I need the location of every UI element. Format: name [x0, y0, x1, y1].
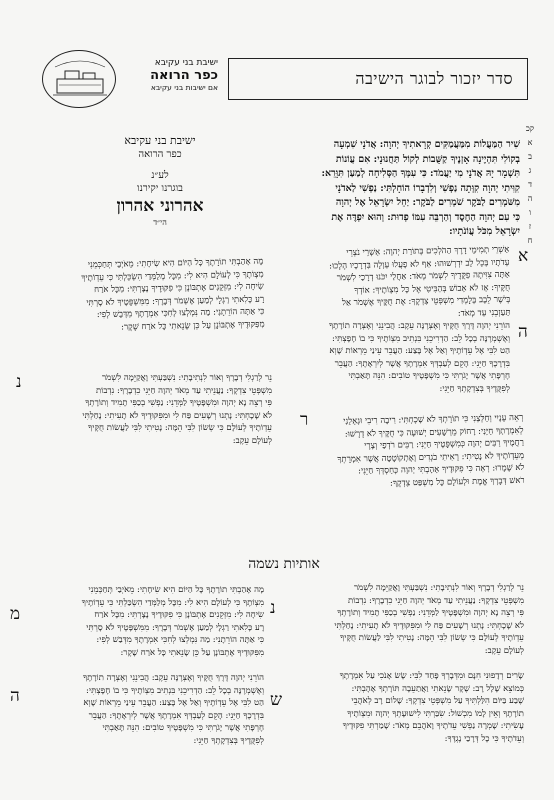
psalm-line: מִשֹּׁמְרִים לַבֹּקֶר שֹׁמְרִים לַבֹּקֶר: יַחֵל יִשְׂרָאֵל אֶל יְהוָה — [335, 197, 520, 208]
psalm-line: תִּשְׁמָר יָהּ אֲדֹנָי מִי יַעֲמֹד: כִּי עִמְּךָ הַסְּלִיחָה לְמַעַן תִּוָּרֵא: — [321, 168, 520, 179]
text-line: חֻקֶּיךָ: אָז לֹא אֵבוֹשׁ בְּהַבִּיטִי אֶל כָּל מִצְוֹתֶיךָ: אוֹדְךָ — [354, 282, 511, 296]
verse-number: ה — [527, 194, 533, 203]
letter-nun: נ — [16, 372, 22, 392]
text-line: מִצְוֹתֶךָ כִּי לְעוֹלָם הִיא לִי: מִכָּל מְלַמְּדַי הִשְׂכַּלְתִּי כִּי עֵדְוֹתֶיךָ — [81, 597, 264, 608]
letter-resh: ר — [300, 410, 309, 430]
psalm-line: כִּי עִם יְהוָה הַחֶסֶד וְהַרְבֵּה עִמּוֹ פְדוּת: וְהוּא יִפְדֶּה אֶת — [331, 211, 520, 223]
text-line: מָה אָהַבְתִּי תוֹרָתֶךָ כָּל הַיּוֹם הִיא שִׂיחָתִי: מֵאֹיְבַי תְּחַכְּמֵנִי — [87, 256, 264, 271]
text-line: חֶרְפָּתִי אֲשֶׁר יָגֹרְתִּי כִּי מִשְׁפָּטֶיךָ טוֹבִים: הִנֵּה תָּאַבְתִּי — [348, 371, 510, 381]
text-line: מֵעֵדְוֹתֶיךָ לֹא נָטִיתִי: רָאִיתִי בֹגְדִים וָאֶתְקוֹטָטָה אֲשֶׁר אִמְרָתְךָ — [337, 450, 525, 465]
verse-number: ג — [528, 166, 532, 175]
text-line: עֵדְוֹתֶיךָ לְעוֹלָם כִּי שְׂשׂוֹן לִבִּי הֵמָּה: נָטִיתִי לִבִּי לַעֲשׂוֹת חֻקֶּיךָ — [88, 423, 272, 433]
text-line: רֹאשׁ דְּבָרְךָ אֱמֶת וּלְעוֹלָם כָּל מִשְׁפַּט צִדְקֶךָ: — [389, 475, 525, 489]
memorial-location: כפר הרואה — [138, 149, 182, 160]
memorial-dedication — [90, 134, 230, 227]
letter-alef: א — [518, 246, 529, 266]
letter-he: ה — [518, 322, 528, 342]
text-line: אַתָּה צִוִּיתָה פִקֻּדֶיךָ לִשְׁמֹר מְאֹד: אַחֲלַי יִכֹּנוּ דְרָכַי לִשְׁמֹר — [336, 269, 510, 284]
memorial-suffix: הי״ד — [153, 218, 167, 227]
text-line: לְעוֹלָם עֵקֶב: — [232, 435, 272, 446]
logo-text — [118, 58, 218, 92]
verse-number: ז — [528, 222, 532, 231]
verse-number: ו — [528, 208, 532, 217]
text-line: בִּדְרָכֶךָ חַיֵּנִי: הָקֵם לְעַבְדְּךָ אִמְרָתֶךָ אֲשֶׁר לְיִרְאָתֶךָ: הַעֲבֵר — [88, 710, 264, 721]
psalm-line: יִשְׂרָאֵל מִכֹּל עֲוֹנֹתָיו: — [449, 226, 520, 237]
text-line: שִׂיחָה לִי: מִזְּקֵנִים אֶתְבּוֹנָן כִּי פִקּוּדֶיךָ נָצָרְתִּי: מִכָּל אֹרַח — [93, 281, 264, 296]
text-line: לֹא שָׁכָחְתִּי: נָתְנוּ רְשָׁעִים פַּח לִי וּמִפִּקּוּדֶיךָ לֹא תָעִיתִי: נָחַלְתִּי — [82, 410, 272, 421]
text-line: וְעֵדֹתֶיךָ כִּי כָל דְּרָכַי נֶגְדֶּךָ: — [444, 733, 524, 744]
text-line: וְאֶשְׁמְרֶנָּה בְכָל לֵב: הַדְרִיכֵנִי בִּנְתִיב מִצְוֹתֶיךָ כִּי בוֹ חָפָצְתִּי: — [86, 685, 264, 696]
text-line: פִּי רְצֵה נָא יְהוָה וּמִשְׁפָּטֶיךָ לַמְּדֵנִי: נַפְשִׁי בְכַפִּי תָמִיד וְתוֹרָתְךָ — [85, 398, 272, 408]
nun-block-upper — [34, 372, 272, 447]
verse-number: קכ — [525, 124, 535, 133]
letter-he: ה — [10, 686, 20, 706]
emblem-icon — [42, 50, 116, 108]
text-line: הַט לִבִּי אֶל עֵדְוֹתֶיךָ וְאַל אֶל בָּצַע: הַעֲבֵר עֵינַי מֵרְאוֹת שָׁוְא — [83, 698, 264, 708]
text-line: פִּי רְצֵה נָא יְהוָה וּמִשְׁפָּטֶיךָ לַמְּדֵנִי: נַפְשִׁי בְכַפִּי תָמִיד וְתוֹרָתְךָ — [337, 608, 524, 618]
mem-block — [28, 584, 264, 659]
text-line: נֵר לְרַגְלִי דְבָרֶךָ וְאוֹר לִנְתִיבָתִי: נִשְׁבַּעְתִּי וָאֲקַיֵּמָה לִשְׁמֹר — [102, 373, 272, 383]
letter-shin: ש — [270, 690, 283, 710]
text-line: נֵר לְרַגְלִי דְבָרֶךָ וְאוֹר לִנְתִיבָתִי: נִשְׁבַּעְתִּי וָאֲקַיֵּמָה לִשְׁמֹר — [354, 583, 524, 593]
psalm-line: שִׁיר הַמַּעֲלוֹת מִמַּעֲמַקִּים קְרָאתִיךָ יְהוָה: אֲדֹנָי שִׁמְעָה — [333, 139, 520, 150]
text-line: מִפִּקּוּדֶיךָ אֶתְבּוֹנָן עַל כֵּן שָׂנֵאתִי כָּל אֹרַח שָׁקֶר: — [120, 647, 264, 658]
text-line: רָע כָּלִאתִי רַגְלָי לְמַעַן אֶשְׁמֹר דְּבָרֶךָ: מִמִּשְׁפָּטֶיךָ לֹא סָרְתִּי — [86, 294, 265, 308]
text-line: עֵדְוֹתֶיךָ לְעוֹלָם כִּי שְׂשׂוֹן לִבִּי הֵמָּה: נָטִיתִי לִבִּי לַעֲשׂוֹת חֻקֶּיךָ — [340, 633, 524, 643]
text-line: לֹא שָׁמָרוּ: רְאֵה כִּי פִקּוּדֶיךָ אָהָבְתִּי יְהוָה כְּחַסְדְּךָ חַיֵּנִי: — [358, 462, 525, 477]
text-line: בִּדְרָכֶךָ חַיֵּנִי: הָקֵם לְעַבְדְּךָ אִמְרָתֶךָ אֲשֶׁר לְיִרְאָתֶךָ: הַעֲבֵר — [334, 358, 510, 369]
text-line: מִשְׁפְּטֵי צִדְקֶךָ: נַעֲנֵיתִי עַד מְאֹד יְהוָה חַיֵּנִי כִדְבָרֶךָ: נִדְבוֹת — [347, 595, 524, 606]
text-line: רַחֲמֶיךָ רַבִּים יְהוָה כְּמִשְׁפָּטֶיךָ חַיֵּנִי: רַבִּים רֹדְפַי וְצָרָי — [364, 437, 524, 452]
text-line: מִפִּקּוּדֶיךָ אֶתְבּוֹנָן עַל כֵּן שָׂנֵאתִי כָּל אֹרַח שָׁקֶר: — [120, 319, 265, 333]
memorial-in-memory: לע״נ — [151, 170, 169, 181]
page-title: סדר יזכור לבוגר הישיבה — [355, 69, 513, 88]
text-line: שִׂיחָה לִי: מִזְּקֵנִים אֶתְבּוֹנָן כִּי פִקּוּדֶיךָ נָצָרְתִּי: מִכָּל אֹרַח — [94, 610, 264, 620]
text-line: רְאֵה עָנְיִי וְחַלְּצֵנִי כִּי תוֹרָתְךָ לֹא שָׁכָחְתִּי: רִיבָה רִיבִי וּגְאָלֵנִי — [343, 412, 524, 427]
text-line: כְּמוֹצֵא שָׁלָל רָב: שֶׁקֶר שָׂנֵאתִי וַאֲתַעֵבָה תּוֹרָתְךָ אָהָבְתִּי: — [351, 683, 524, 694]
text-line: מָה אָהַבְתִּי תוֹרָתֶךָ כָּל הַיּוֹם הִיא שִׂיחָתִי: מֵאֹיְבַי תְּחַכְּמֵנִי — [88, 585, 264, 595]
he-block-lower — [28, 672, 264, 747]
yeshiva-logo — [38, 48, 218, 110]
mem-block-upper — [27, 256, 265, 336]
text-line: כִּי אַתָּה הוֹרֵתָנִי: מַה נִּמְלְצוּ לְחִכִּי אִמְרָתֶךָ מִדְּבַשׁ לְפִי: — [96, 635, 264, 645]
text-line: בְּיֹשֶׁר לֵבָב בְּלָמְדִי מִשְׁפְּטֵי צִדְקֶךָ: אֶת חֻקֶּיךָ אֶשְׁמֹר אַל — [341, 294, 511, 309]
section-heading: אותיות נשמה — [248, 556, 320, 572]
text-line: לְפִקֻּדֶיךָ בְּצִדְקָתְךָ חַיֵּנִי: — [193, 735, 264, 746]
text-line: אַשְׁרֵי תְמִימֵי דָרֶךְ הַהֹלְכִים בְּתוֹרַת יְהוָה: אַשְׁרֵי נֹצְרֵי — [346, 244, 510, 259]
text-line: עָשִׂיתִי: שָׁמְרָה נַפְשִׁי עֵדֹתֶיךָ וָאֹהֲבֵם מְאֹד: שָׁמַרְתִּי פִקּוּדֶיךָ — [342, 721, 524, 731]
title-box — [228, 58, 528, 100]
he-block — [292, 320, 510, 395]
psalm-line: בְקוֹלִי תִּהְיֶינָה אָזְנֶיךָ קַשֻּׁבוֹת לְקוֹל תַּחֲנוּנָי: אִם עֲוֹנוֹת — [335, 153, 520, 165]
psalm-130 — [258, 138, 520, 240]
text-line: לְעוֹלָם עֵקֶב: — [484, 645, 524, 656]
nun-block-lower — [288, 582, 524, 657]
alef-block — [285, 244, 511, 324]
text-line: כִּי אַתָּה הוֹרֵתָנִי: מַה נִּמְלְצוּ לְחִכִּי אִמְרָתֶךָ מִדְּבַשׁ לְפִי: — [96, 306, 265, 321]
psalm-verse-numbers — [520, 124, 540, 250]
text-line: תַּעַזְבֵנִי עַד מְאֹד: — [457, 307, 511, 319]
memorial-yeshiva: ישיבת בני עקיבא — [124, 134, 196, 147]
verse-number: ד — [528, 180, 532, 189]
text-line: וְאֶשְׁמְרֶנָּה בְכָל לֵב: הַדְרִיכֵנִי בִּנְתִיב מִצְוֹתֶיךָ כִּי בוֹ חָפָצְתִּי: — [332, 333, 510, 344]
text-line: מִשְׁפְּטֵי צִדְקֶךָ: נַעֲנֵיתִי עַד מְאֹד יְהוָה חַיֵּנִי כִדְבָרֶךָ: נִדְבוֹת — [95, 385, 272, 396]
verse-number: א — [527, 138, 533, 147]
text-line: עֵדֹתָיו בְּכָל לֵב יִדְרְשׁוּהוּ: אַף לֹא פָעֲלוּ עַוְלָה בִּדְרָכָיו הָלָכוּ: — [328, 257, 510, 271]
text-line: הוֹרֵנִי יְהוָה דֶּרֶךְ חֻקֶּיךָ וְאֶצְּרֶנָּה עֵקֶב: הֲבִינֵנִי וְאֶצְּרָה תוֹרָתֶךָ — [329, 321, 510, 331]
logo-line2: כפר הרואה — [150, 68, 218, 83]
memorial-name: אהרוני אהרון — [116, 196, 204, 216]
text-line: לְאִמְרָתְךָ חַיֵּנִי: רָחוֹק מֵרְשָׁעִים יְשׁוּעָה כִּי חֻקֶּיךָ לֹא דָרָשׁוּ: — [344, 425, 524, 440]
letter-mem: מ — [10, 604, 21, 624]
text-line: לֹא שָׁכָחְתִּי: נָתְנוּ רְשָׁעִים פַּח לִי וּמִפִּקּוּדֶיךָ לֹא תָעִיתִי: נָחַלְתִּי — [334, 620, 524, 631]
text-line: שָׂרִים רְדָפוּנִי חִנָּם וּמִדְּבָרְךָ פָּחַד לִבִּי: שָׂשׂ אָנֹכִי עַל אִמְרָתֶךָ — [339, 671, 524, 681]
text-line: שֶׁבַע בַּיּוֹם הִלַּלְתִּיךָ עַל מִשְׁפְּטֵי צִדְקֶךָ: שָׁלוֹם רָב לְאֹהֲבֵי — [351, 696, 524, 706]
text-line: חֶרְפָּתִי אֲשֶׁר יָגֹרְתִּי כִּי מִשְׁפָּטֶיךָ טוֹבִים: הִנֵּה תָּאַבְתִּי — [102, 723, 264, 733]
text-line: הוֹרֵנִי יְהוָה דֶּרֶךְ חֻקֶּיךָ וְאֶצְּרֶנָּה עֵקֶב: הֲבִינֵנִי וְאֶצְּרָה תוֹרָתֶךָ — [83, 673, 264, 683]
text-line: לְפִקֻּדֶיךָ בְּצִדְקָתְךָ חַיֵּנִי: — [439, 383, 510, 394]
psalm-line: קִוִּיתִי יְהוָה קִוְּתָה נַפְשִׁי וְלִדְבָרוֹ הוֹחָלְתִּי: נַפְשִׁי לַאדֹנָי — [335, 182, 520, 194]
text-line: רָע כָּלִאתִי רַגְלָי לְמַעַן אֶשְׁמֹר דְּבָרֶךָ: מִמִּשְׁפָּטֶיךָ לֹא סָרְתִּי — [86, 622, 264, 633]
letter-nun: נ — [270, 598, 276, 618]
logo-line1: ישיבת בני עקיבא — [154, 58, 218, 68]
text-line: הַט לִבִּי אֶל עֵדְוֹתֶיךָ וְאַל אֶל בָּצַע: הַעֲבֵר עֵינַי מֵרְאוֹת שָׁוְא — [329, 346, 510, 356]
text-line: מִצְוֹתֶךָ כִּי לְעוֹלָם הִיא לִי: מִכָּל מְלַמְּדַי הִשְׂכַּלְתִּי כִּי עֵדְוֹתֶיךָ — [81, 269, 264, 283]
logo-line3: אם ישיבות בני עקיבא — [150, 83, 218, 92]
text-line: תוֹרָתֶךָ וְאֵין לָמוֹ מִכְשׁוֹל: שִׂבַּרְתִּי לִישׁוּעָתְךָ יְהוָה וּמִצְוֹתֶיךָ — [347, 708, 524, 719]
verse-number: ח — [527, 236, 533, 245]
resh-block — [317, 412, 525, 491]
memorial-our-graduate: בוגרנו יקירנו — [137, 183, 183, 194]
verse-number: ב — [528, 152, 532, 161]
shin-block — [288, 670, 524, 745]
